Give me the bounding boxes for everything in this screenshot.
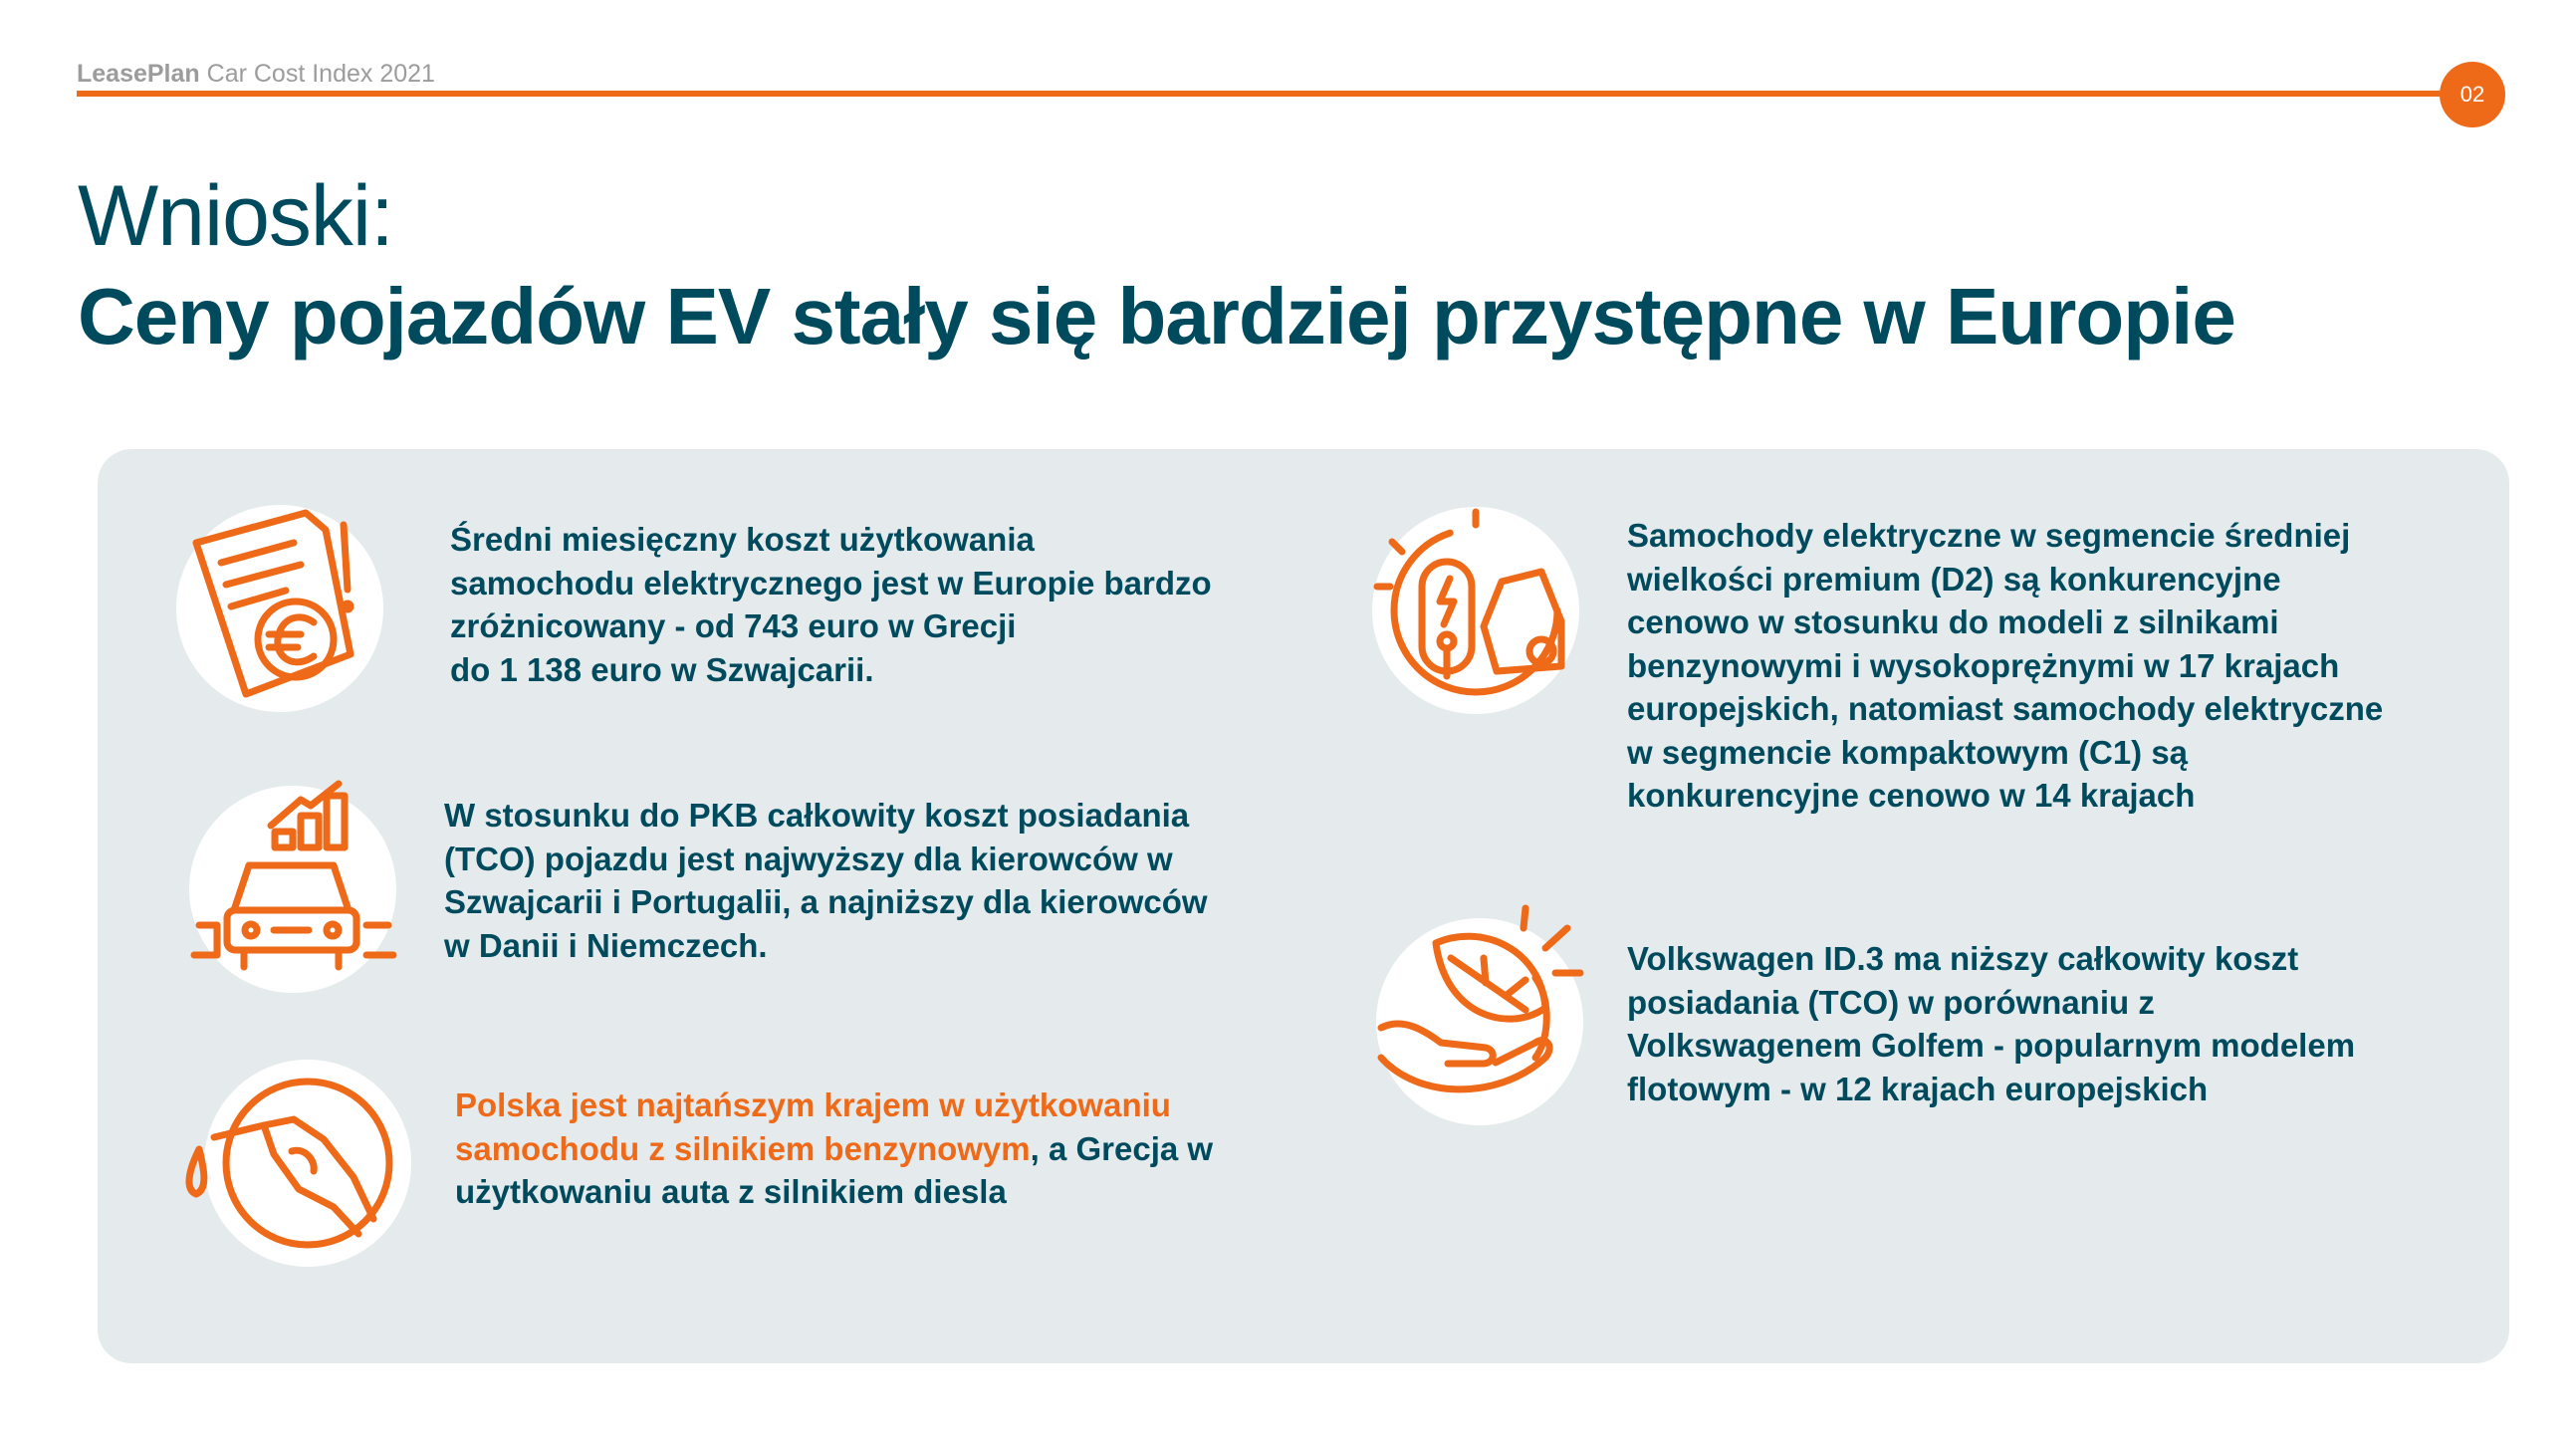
text-line: Volkswagenem Golfem - popularnym modelem (1627, 1027, 2356, 1064)
text-line: europejskich, natomiast samochody elektryczne (1627, 690, 2384, 727)
conclusion-ev-d2-c1 (1627, 514, 2383, 818)
ev-charger-icon (1372, 507, 1579, 714)
page-title-kicker: Wnioski: (78, 168, 393, 264)
fuel-nozzle-icon (204, 1060, 411, 1267)
text-line: zróżnicowany - od 743 euro w Grecji (450, 607, 1017, 644)
text-line: wielkości premium (D2) są konkurencyjne (1627, 560, 2281, 598)
text-line: w Danii i Niemczech. (444, 926, 768, 964)
report-header (77, 60, 435, 89)
text-line: cenowo w stosunku do modeli z silnikami (1627, 603, 2279, 640)
text-line: Samochody elektryczne w segmencie średniej (1627, 517, 2351, 554)
text-line: Szwajcarii i Portugalii, a najniższy dla kierowców (444, 883, 1208, 920)
mixed-line (455, 1127, 1213, 1171)
page-title: Ceny pojazdów EV stały się bardziej przystępne w Europie (78, 272, 2235, 361)
text-line: w segmencie kompaktowym (C1) są (1627, 733, 2189, 771)
text-line: do 1 138 euro w Szwajcarii. (450, 650, 874, 688)
page-number-badge: 02 (2440, 62, 2505, 127)
conclusion-tco-gdp (444, 794, 1208, 967)
text-line: posiadania (TCO) w porównaniu z (1627, 983, 2155, 1021)
text-line: samochodu elektrycznego jest w Europie bardzo (450, 564, 1212, 601)
conclusion-ev-monthly-cost (450, 518, 1212, 691)
text-line: konkurencyjne cenowo w 14 krajach (1627, 777, 2196, 814)
cars-chart-icon (189, 786, 396, 993)
text-line: użytkowaniu auta z silnikiem diesla (455, 1173, 1007, 1210)
text-line: W stosunku do PKB całkowity koszt posiadania (444, 797, 1190, 834)
header-divider (77, 91, 2466, 97)
highlight-line: Polska jest najtańszym krajem w użytkowaniu (455, 1086, 1171, 1123)
leaf-hand-icon (1376, 918, 1583, 1125)
text-line: flotowym - w 12 krajach europejskich (1627, 1070, 2209, 1107)
text-fragment: , a Grecja w (1030, 1129, 1214, 1167)
brand-name: LeasePlan (77, 60, 200, 88)
text-line: benzynowymi i wysokoprężnymi w 17 krajach (1627, 646, 2340, 684)
text-line: Średni miesięczny koszt użytkowania (450, 521, 1035, 558)
conclusion-poland-petrol (455, 1083, 1213, 1214)
invoice-euro-icon (176, 505, 383, 712)
report-name: Car Cost Index 2021 (206, 60, 435, 88)
text-line: (TCO) pojazdu jest najwyższy dla kierowców w (444, 840, 1173, 877)
highlight-fragment: samochodu z silnikiem benzynowym (455, 1129, 1031, 1167)
conclusion-vw-id3-golf (1627, 937, 2355, 1110)
text-line: Volkswagen ID.3 ma niższy całkowity koszt (1627, 940, 2299, 977)
